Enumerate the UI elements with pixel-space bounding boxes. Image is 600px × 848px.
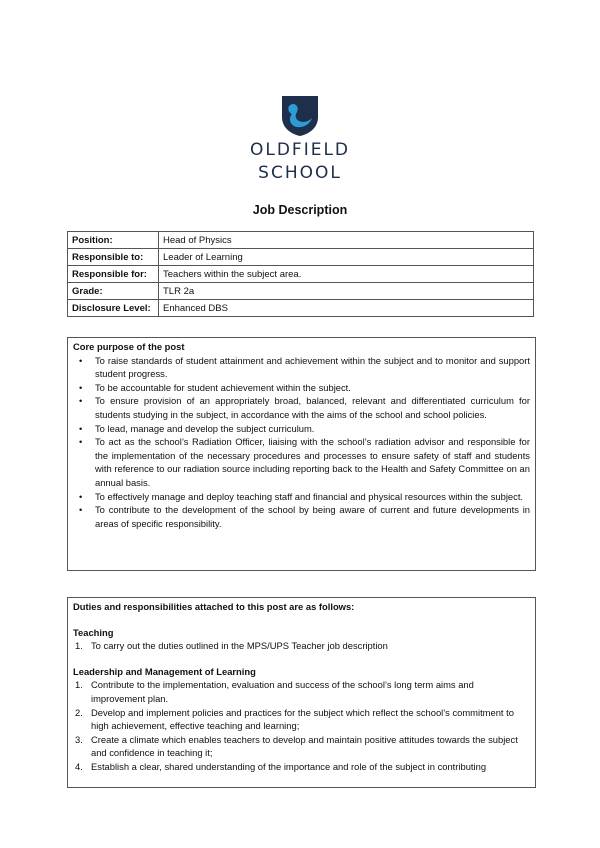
leadership-heading: Leadership and Management of Learning	[73, 665, 256, 677]
info-label: Position:	[68, 232, 159, 249]
list-item: • To raise standards of student attainment and achievement within the subject and to monitor and support student progress.	[73, 354, 530, 381]
core-purpose-box	[67, 337, 536, 571]
info-label: Responsible to:	[68, 249, 159, 266]
duties-heading: Duties and responsibilities attached to this post are as follows:	[73, 601, 355, 612]
list-item	[73, 760, 530, 774]
document-title: Job Description	[252, 203, 348, 217]
table-row	[68, 266, 534, 283]
info-label: Disclosure Level:	[68, 300, 159, 317]
job-info-table	[67, 231, 534, 317]
item-number: 4.	[75, 760, 83, 772]
item-text: Create a climate which enables teachers to develop and maintain positive attitudes towards the subject and confidence in teaching it;	[91, 733, 518, 759]
table-row	[68, 283, 534, 300]
list-item: • To effectively manage and deploy teaching staff and financial and physical resources within the subject.	[73, 490, 530, 504]
list-item: • To ensure provision of an appropriately broad, balanced, relevant and differentiated curriculum for students studying in the subject, in accordance with the aims of the school and school policies.	[73, 394, 530, 421]
info-label: Grade:	[68, 283, 159, 300]
table-row	[68, 249, 534, 266]
teaching-heading: Teaching	[73, 626, 114, 638]
info-value: Head of Physics	[159, 232, 534, 249]
leadership-list	[73, 678, 530, 773]
info-label: Responsible for:	[68, 266, 159, 283]
school-name-line1: OLDFIELD	[249, 140, 351, 160]
item-number: 2.	[75, 706, 83, 718]
list-item: • To act as the school’s Radiation Officer, liaising with the school’s radiation advisor and responsible for the implementation of the necessary procedures and processes to ensure safety of staff and students with reference to our radiation source including reporting back to the Health and Safety Committee on an annual basis.	[73, 435, 530, 489]
duties-box	[67, 597, 536, 788]
swan-shield-icon	[281, 95, 319, 137]
list-item	[73, 678, 530, 705]
table-row	[68, 300, 534, 317]
info-value: Leader of Learning	[159, 249, 534, 266]
school-logo	[0, 95, 600, 183]
list-item	[73, 639, 530, 653]
item-number: 1.	[75, 640, 83, 652]
item-text: To carry out the duties outlined in the MPS/UPS Teacher job description	[91, 640, 388, 652]
info-value: TLR 2a	[159, 283, 534, 300]
table-row	[68, 232, 534, 249]
list-item	[73, 706, 530, 733]
item-number: 3.	[75, 733, 83, 745]
item-text: Contribute to the implementation, evaluation and success of the school’s long term aims and improvement plan.	[91, 679, 474, 704]
list-item: • To be accountable for student achievement within the subject.	[73, 381, 530, 395]
list-item	[73, 733, 530, 760]
list-item: • To lead, manage and develop the subject curriculum.	[73, 422, 530, 436]
info-value: Enhanced DBS	[159, 300, 534, 317]
item-number: 1.	[75, 679, 83, 691]
core-purpose-heading: Core purpose of the post	[73, 341, 185, 352]
item-text: Develop and implement policies and practices for the subject which reflect the school’s commitment to high achievement, effective teaching and learning;	[91, 706, 514, 732]
item-text: Establish a clear, shared understanding of the importance and role of the subject in contributing	[91, 760, 487, 772]
list-item: • To contribute to the development of the school by being aware of current and future developments in areas of specific responsibility.	[73, 503, 530, 530]
teaching-list	[73, 639, 530, 653]
core-purpose-list	[73, 354, 530, 531]
info-value: Teachers within the subject area.	[159, 266, 534, 283]
school-name-line2: SCHOOL	[258, 163, 342, 183]
